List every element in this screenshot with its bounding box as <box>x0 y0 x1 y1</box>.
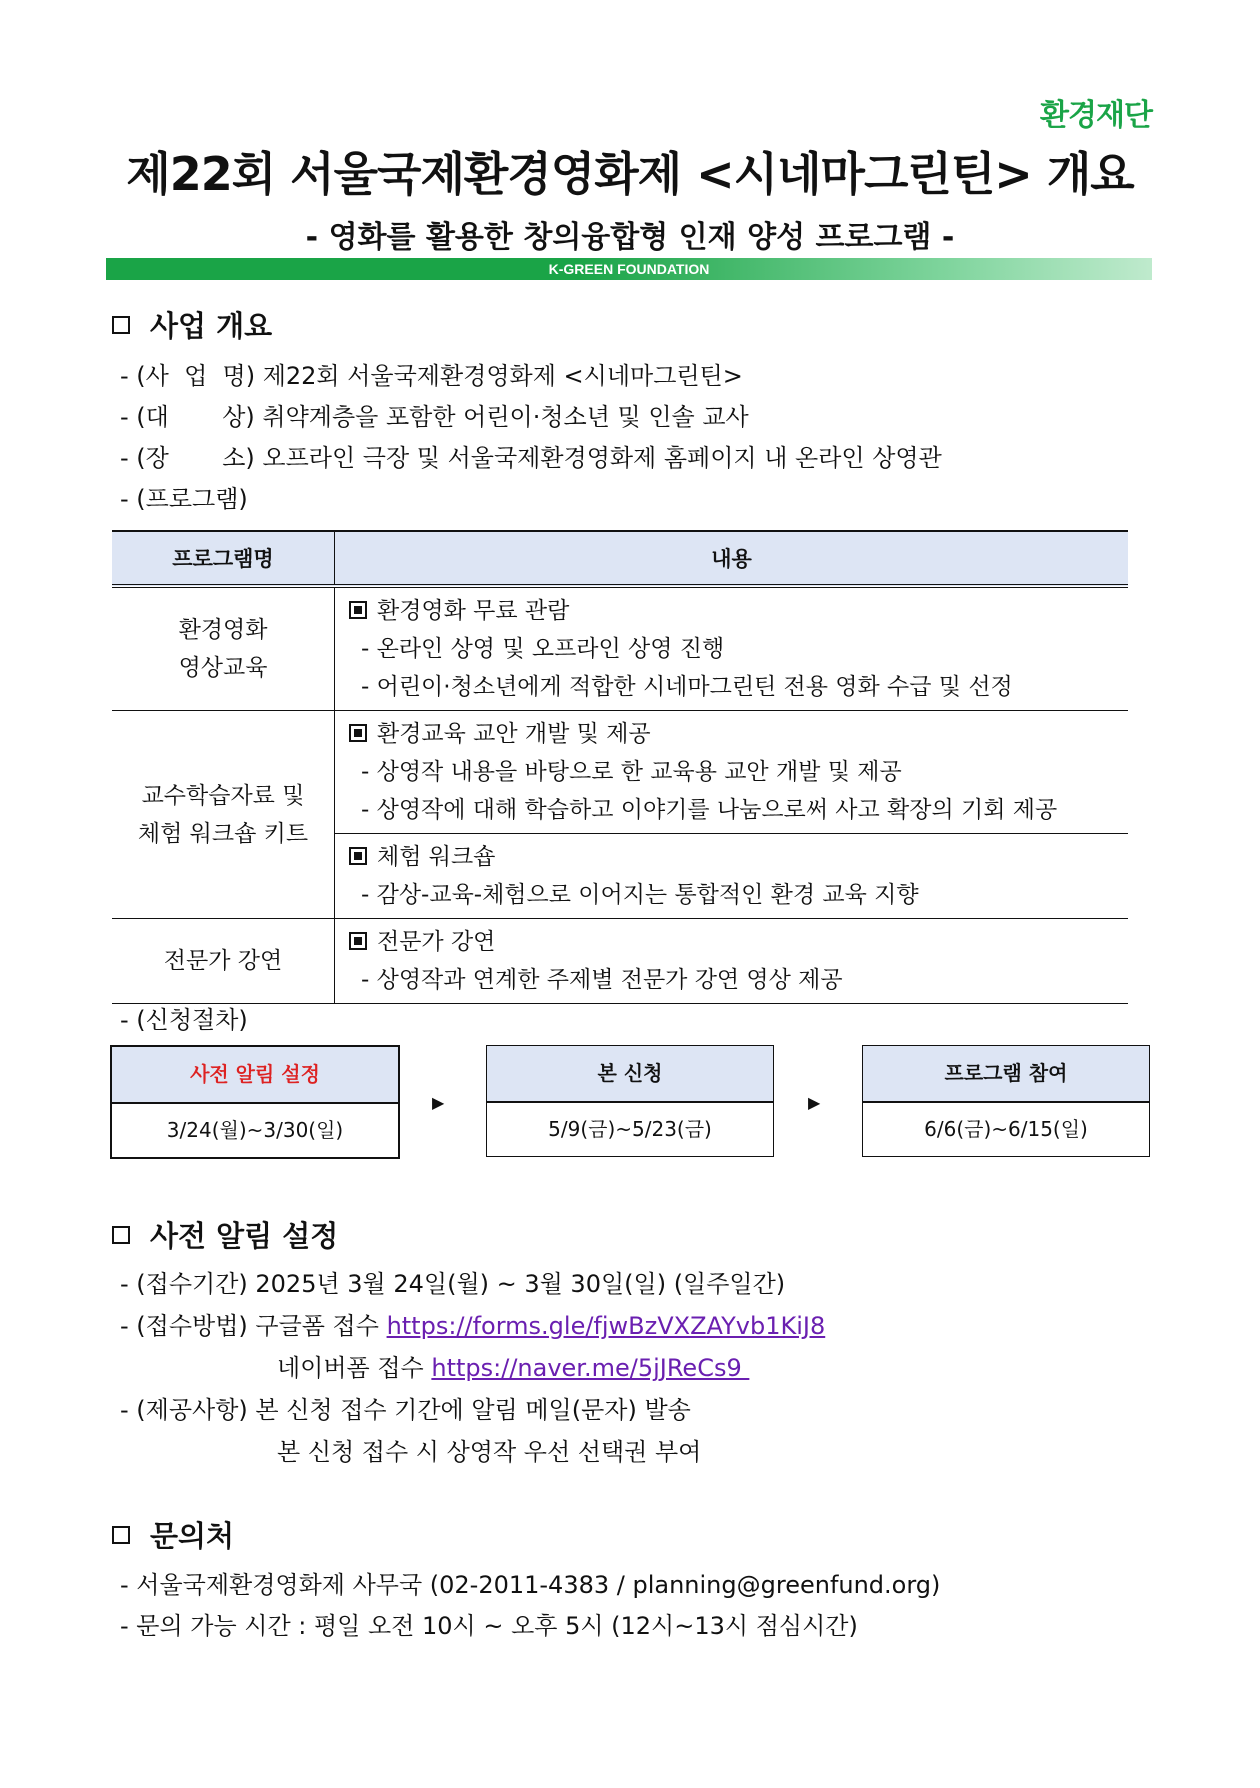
table-row <box>112 919 1128 1004</box>
contact-line: - 문의 가능 시간 : 평일 오전 10시 ~ 오후 5시 (12시~13시 점심시간) <box>120 1612 858 1640</box>
content-title: 환경영화 무료 관람 <box>377 598 570 624</box>
program-name-cell <box>112 711 335 919</box>
program-table <box>112 530 1128 1004</box>
table-header-program-name: 프로그램명 <box>112 531 335 586</box>
content-item: - 감상-교육-체험으로 이어지는 통합적인 환경 교육 지향 <box>361 882 919 908</box>
page-subtitle: - 영화를 활용한 창의융합형 인재 양성 프로그램 - <box>305 220 955 255</box>
step-title: 본 신청 <box>487 1046 773 1103</box>
section-title: 사업 개요 <box>150 309 273 343</box>
content-title: 환경교육 교안 개발 및 제공 <box>377 721 651 747</box>
program-name-cell <box>112 919 335 1004</box>
filled-square-icon <box>349 601 367 619</box>
arrow-right-icon: ▶ <box>808 1093 821 1112</box>
naver-form-link[interactable]: https://naver.me/5jJReCs9 <box>431 1354 750 1382</box>
program-content-cell <box>335 711 1129 834</box>
table-row <box>112 586 1128 711</box>
program-name-line: 교수학습자료 및 <box>141 782 305 809</box>
procedure-step-apply <box>486 1045 774 1157</box>
checkbox-square-icon <box>112 316 130 334</box>
content-title: 체험 워크숍 <box>377 844 496 870</box>
procedure-step-preregister <box>110 1045 400 1159</box>
content-item: - 상영작과 연계한 주제별 전문가 강연 영상 제공 <box>361 967 843 993</box>
overview-line: - (프로그램) <box>120 485 248 513</box>
google-form-link[interactable]: https://forms.gle/fjwBzVXZAYvb1KiJ8 <box>386 1312 826 1340</box>
section-heading-contact <box>112 1514 234 1555</box>
overview-line: - (사 업 명) 제22회 서울국제환경영화제 <시네마그린틴> <box>120 362 743 390</box>
program-content-cell <box>335 919 1129 1004</box>
preregister-provide: 본 신청 접수 시 상영작 우선 선택권 부여 <box>277 1438 702 1466</box>
content-title: 전문가 강연 <box>377 929 496 955</box>
overview-line: - (대 상) 취약계층을 포함한 어린이·청소년 및 인솔 교사 <box>120 403 749 431</box>
foundation-name: K-GREEN FOUNDATION <box>548 261 710 277</box>
page-title: 제22회 서울국제환경영화제 <시네마그린틴> 개요 <box>126 147 1134 201</box>
filled-square-icon <box>349 724 367 742</box>
content-item: - 상영작 내용을 바탕으로 한 교육용 교안 개발 및 제공 <box>361 759 902 785</box>
step-date: 3/24(월)~3/30(일) <box>166 1118 344 1142</box>
section-heading-preregister <box>112 1214 338 1255</box>
preregister-provide: - (제공사항) 본 신청 접수 기간에 알림 메일(문자) 발송 <box>120 1396 691 1424</box>
arrow-right-icon: ▶ <box>432 1093 445 1112</box>
content-item: - 어린이·청소년에게 적합한 시네마그린틴 전용 영화 수급 및 선정 <box>361 674 1013 700</box>
contact-line: - 서울국제환경영화제 사무국 (02-2011-4383 / planning@greenfund.org) <box>120 1571 941 1599</box>
preregister-period: - (접수기간) 2025년 3월 24일(월) ~ 3월 30일(일) (일주일간) <box>120 1270 786 1298</box>
preregister-naver <box>277 1348 749 1383</box>
preregister-method <box>120 1306 825 1341</box>
table-header-row <box>112 531 1128 586</box>
step-title: 프로그램 참여 <box>863 1046 1149 1103</box>
program-name-line: 체험 워크숍 키트 <box>137 820 309 847</box>
content-item: - 상영작에 대해 학습하고 이야기를 나눔으로써 사고 확장의 기회 제공 <box>361 797 1058 823</box>
step-date: 6/6(금)~6/15(일) <box>924 1117 1088 1141</box>
procedure-label: - (신청절차) <box>120 1006 248 1034</box>
foundation-logo: 환경재단 <box>1040 98 1152 133</box>
program-content-cell <box>335 834 1129 919</box>
overview-line: - (장 소) 오프라인 극장 및 서울국제환경영화제 홈페이지 내 온라인 상영관 <box>120 444 942 472</box>
step-title: 사전 알림 설정 <box>112 1047 398 1104</box>
procedure-step-participate <box>862 1045 1150 1157</box>
program-name-line: 영상교육 <box>178 655 268 681</box>
foundation-banner <box>106 258 1152 280</box>
program-name-line: 전문가 강연 <box>163 948 283 974</box>
table-row <box>112 711 1128 834</box>
naver-label: 네이버폼 접수 <box>277 1354 432 1382</box>
filled-square-icon <box>349 932 367 950</box>
program-name-line: 환경영화 <box>178 617 268 643</box>
program-name-cell <box>112 586 335 711</box>
section-title: 사전 알림 설정 <box>150 1219 339 1253</box>
section-title: 문의처 <box>150 1519 235 1553</box>
program-content-cell <box>335 586 1129 711</box>
checkbox-square-icon <box>112 1226 130 1244</box>
step-date: 5/9(금)~5/23(금) <box>548 1117 712 1141</box>
section-heading-overview <box>112 304 272 345</box>
table-header-content: 내용 <box>335 531 1129 586</box>
method-label: - (접수방법) 구글폼 접수 <box>120 1312 387 1340</box>
content-item: - 온라인 상영 및 오프라인 상영 진행 <box>361 636 725 662</box>
filled-square-icon <box>349 847 367 865</box>
checkbox-square-icon <box>112 1526 130 1544</box>
